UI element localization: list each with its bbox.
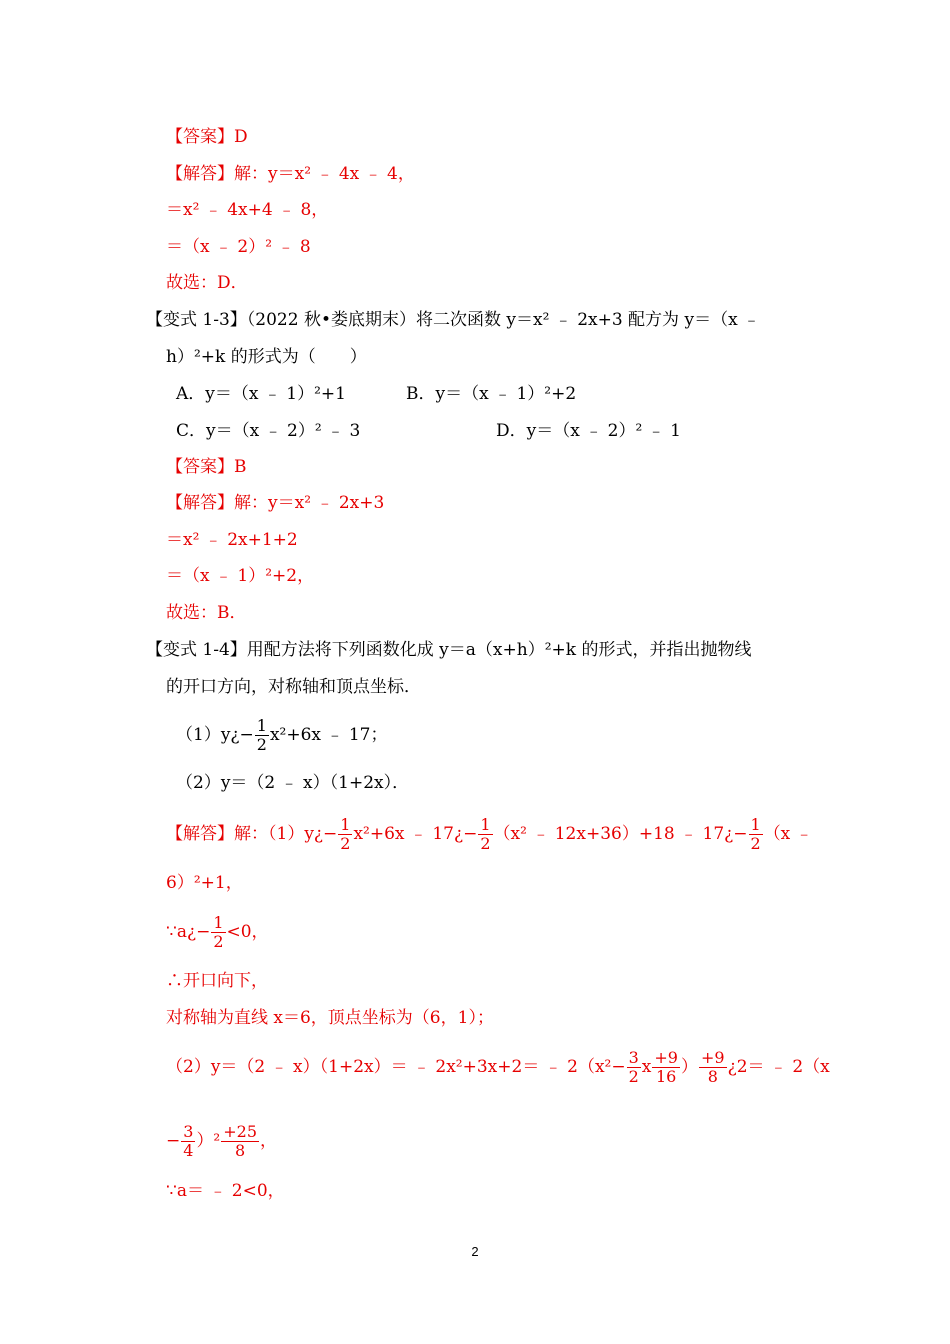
- solution-line: ＝（x ﹣ 2）² ﹣ 8: [166, 237, 311, 257]
- question-1-4-cont: 的开口方向，对称轴和顶点坐标．: [166, 677, 421, 697]
- answer-label: 【答案】D: [166, 127, 248, 147]
- solution-line: 6）²+1，: [166, 873, 243, 893]
- solution-line: ＝（x ﹣ 1）²+2，: [166, 566, 315, 586]
- solution-line: 【解答】解：y＝x² ﹣ 4x ﹣ 4，: [166, 164, 415, 184]
- solution-line: ∴开口向下，: [166, 971, 268, 991]
- solution-part-1: 【解答】解：（1）y¿− $\frac{1}{2}$ x²+6x ﹣ 17¿− $\frac{1}{2}$ （x² ﹣ 12x+36）+18 ﹣ 17¿− $\frac{1}{2}$ （x ﹣: [166, 815, 813, 853]
- choose-line: 故选：D．: [166, 273, 248, 293]
- question-1-3-cont: h）²+k 的形式为（ ）: [166, 347, 367, 367]
- answer-label: 【答案】B: [166, 457, 247, 477]
- question-1-4-title: 【变式 1-4】用配方法将下列函数化成 y＝a（x+h）²+k 的形式，并指出抛物线: [146, 640, 752, 660]
- solution-line: ∵a¿− $\frac{1}{2}$ <0，: [166, 913, 269, 951]
- option-c: C．y＝（x ﹣ 2）² ﹣ 3: [176, 421, 361, 441]
- question-1-3-title: 【变式 1-3】（2022 秋•娄底期末）将二次函数 y＝x² ﹣ 2x+3 配方为 y＝（x ﹣: [146, 310, 761, 330]
- solution-line: ∵a＝ ﹣ 2<0，: [166, 1181, 285, 1201]
- option-d: D．y＝（x ﹣ 2）² ﹣ 1: [496, 421, 681, 441]
- solution-line: ＝x² ﹣ 4x+4 ﹣ 8，: [166, 200, 329, 220]
- option-a: A．y＝（x ﹣ 1）²+1: [176, 384, 346, 404]
- page-number: 2: [471, 1244, 479, 1259]
- solution-part-2: （2）y＝（2 ﹣ x）（1+2x）＝ ﹣ 2x²+3x+2＝ ﹣ 2（x²− $\frac{3}{2}$ x $\frac{+9}{16}$ ） $\frac{+9}{8}$ ¿2＝ ﹣ 2（x: [166, 1048, 830, 1086]
- solution-line: − $\frac{3}{4}$ ）² $\frac{+25}{8}$ ，: [166, 1122, 278, 1160]
- solution-line: 【解答】解：y＝x² ﹣ 2x+3: [166, 493, 385, 513]
- choose-line: 故选：B．: [166, 603, 247, 623]
- solution-line: ＝x² ﹣ 2x+1+2: [166, 530, 298, 550]
- option-b: B．y＝（x ﹣ 1）²+2: [406, 384, 577, 404]
- solution-line: 对称轴为直线 x＝6，顶点坐标为（6，1）；: [166, 1008, 494, 1028]
- sub-question-2: （2）y＝（2 ﹣ x）（1+2x）．: [176, 773, 410, 793]
- sub-question-1: （1）y¿− $\frac{1}{2}$ x²+6x ﹣ 17；: [176, 716, 388, 754]
